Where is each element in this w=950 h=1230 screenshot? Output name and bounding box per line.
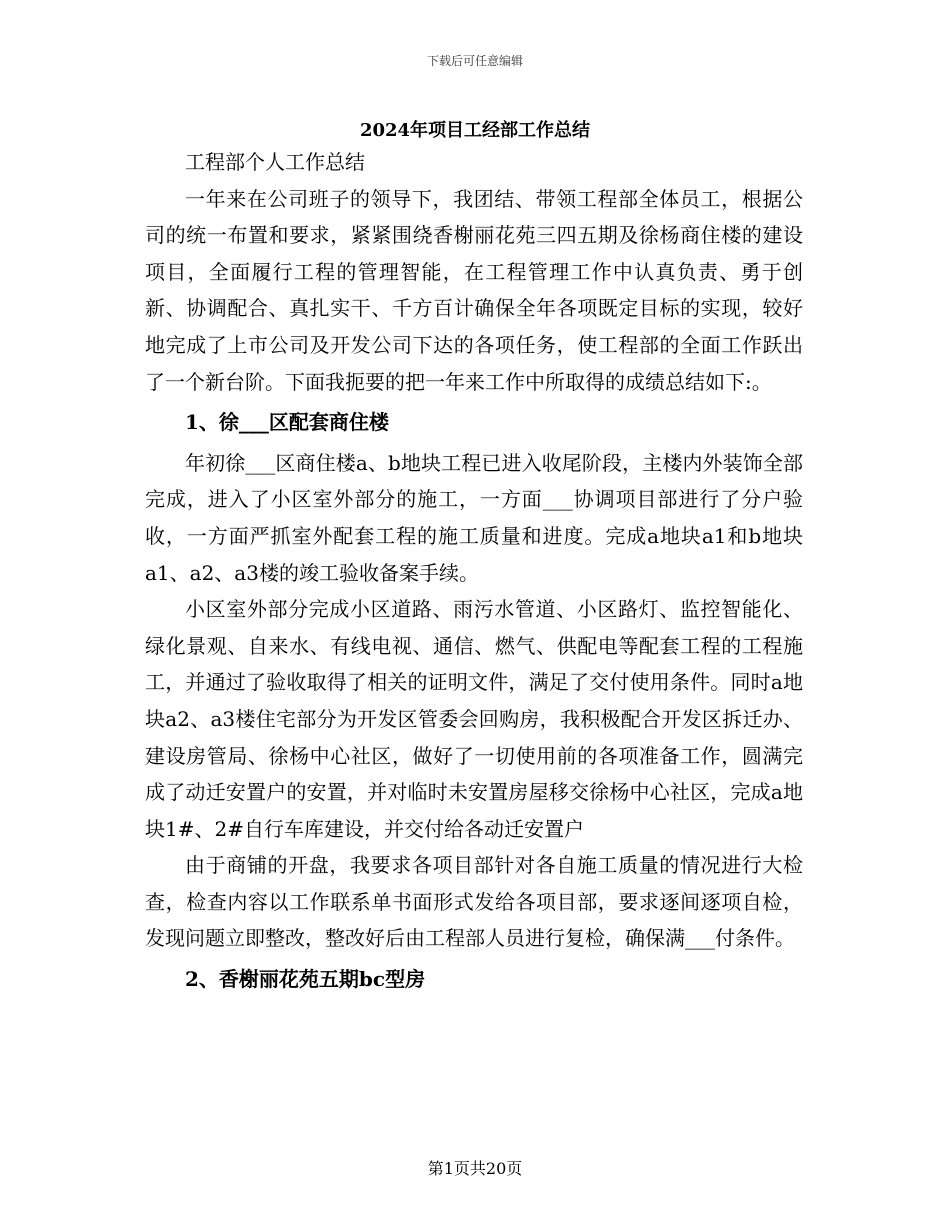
- section-1-paragraph-2: 小区室外部分完成小区道路、雨污水管道、小区路灯、监控智能化、绿化景观、自来水、有线电视、通信、燃气、供配电等配套工程的工程施工，并通过了验收取得了相关的证明文件，满足了交付使用条件。同时a地块a2、a3楼住宅部分为开发区管委会回购房，我积极配合开发区拆迁办、建设房管局、徐杨中心社区，做好了一切使用前的各项准备工作，圆满完成了动迁安置户的安置，并对临时未安置房屋移交徐杨中心社区，完成a地块1#、2#自行车库建设，并交付给各动迁安置户: [145, 597, 803, 841]
- page-header-note: 下载后可任意编辑: [426, 54, 523, 68]
- document-body: [145, 144, 803, 1002]
- section-1-paragraph-1: 年初徐___区商住楼a、b地块工程已进入收尾阶段，主楼内外装饰全部完成，进入了小区室外部分的施工，一方面___协调项目部进行了分户验收，一方面严抓室外配套工程的施工质量和进度。完成a地块a1和b地块a1、a2、a3楼的竣工验收备案手续。: [145, 450, 803, 585]
- section-2-heading: 2、香榭丽花苑五期bc型房: [185, 967, 426, 992]
- intro-paragraph: 一年来在公司班子的领导下，我团结、带领工程部全体员工，根据公司的统一布置和要求，紧紧围绕香榭丽花苑三四五期及徐杨商住楼的建设项目，全面履行工程的管理智能，在工程管理工作中认真负责、勇于创新、协调配合、真扎实干、千方百计确保全年各项既定目标的实现，较好地完成了上市公司及开发公司下达的各项任务，使工程部的全面工作跃出了一个新台阶。下面我扼要的把一年来工作中所取得的成绩总结如下:。: [145, 186, 803, 394]
- section-1-heading: 1、徐___区配套商住楼: [185, 410, 389, 435]
- document-title: 2024年项目工经部工作总结: [359, 120, 591, 141]
- section-1-paragraph-3: 由于商铺的开盘，我要求各项目部针对各自施工质量的情况进行大检查，检查内容以工作联系单书面形式发给各项目部，要求逐间逐项自检，发现问题立即整改，整改好后由工程部人员进行复检，确保满___付条件。: [145, 853, 803, 951]
- page-number: 第1页共20页: [427, 1159, 523, 1178]
- document-subtitle: 工程部个人工作总结: [185, 150, 365, 174]
